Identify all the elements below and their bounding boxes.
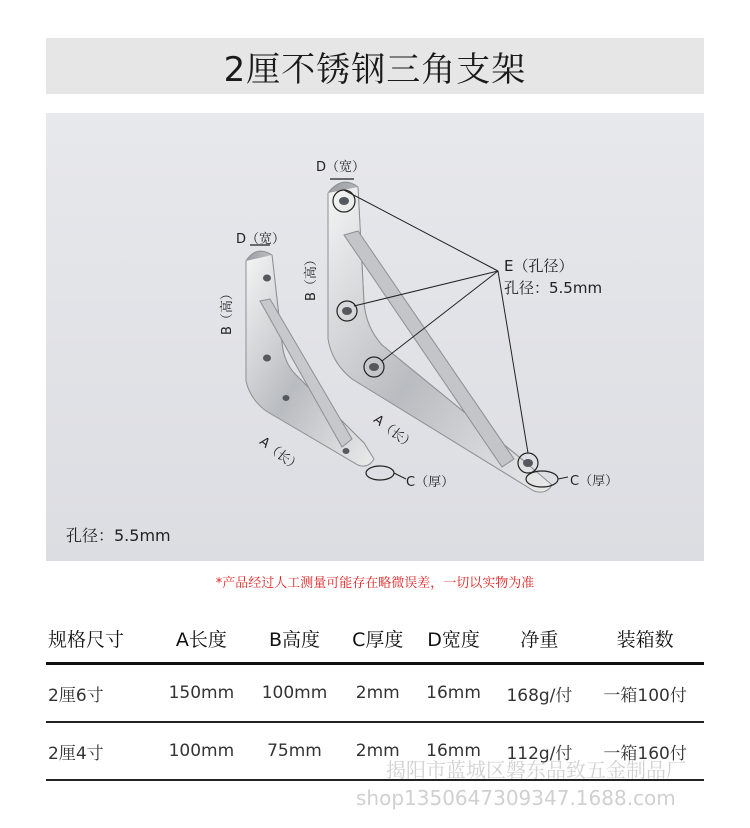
page-title: 2厘不锈钢三角支架 (223, 49, 527, 90)
bracket-illustration (46, 113, 704, 561)
cell-net-weight: 112g/付 (493, 722, 587, 780)
cell-a-length: 150mm (155, 664, 248, 723)
cell-b-height: 100mm (248, 664, 341, 723)
header-c-thickness: C厚度 (341, 614, 414, 664)
cell-d-width: 16mm (414, 722, 492, 780)
label-b-big: B（高） (304, 253, 319, 301)
header-net-weight: 净重 (493, 614, 587, 664)
header-a-length: A长度 (155, 614, 248, 664)
watermark-shop-url: shop1350647309347.1688.com (356, 786, 676, 810)
cell-size: 2厘6寸 (46, 664, 155, 723)
cell-net-weight: 168g/付 (493, 664, 587, 723)
label-d-big: D（宽） (316, 160, 366, 175)
cell-box-qty: 一箱100付 (586, 664, 704, 723)
hole-diameter-note: 孔径：5.5mm (66, 526, 171, 545)
header-box-qty: 装箱数 (586, 614, 704, 664)
product-photo (46, 113, 704, 561)
label-d-small: D（宽） (236, 232, 286, 247)
title-bar (46, 38, 704, 94)
label-e-value: 孔径：5.5mm (504, 279, 603, 297)
cell-b-height: 75mm (248, 722, 341, 780)
header-d-width: D宽度 (414, 614, 492, 664)
header-size: 规格尺寸 (46, 614, 155, 664)
cell-box-qty: 一箱160付 (586, 722, 704, 780)
cell-size: 2厘4寸 (46, 722, 155, 780)
label-c-small: C（厚） (406, 475, 455, 490)
watermark-shop-name: 揭阳市蓝城区磐东品致五金制品厂 (386, 758, 686, 782)
cell-a-length: 100mm (155, 722, 248, 780)
label-c-big: C（厚） (570, 474, 619, 489)
cell-c-thickness: 2mm (341, 722, 414, 780)
header-b-height: B高度 (248, 614, 341, 664)
label-a-big: A（长） (370, 412, 418, 454)
label-a-small: A（长） (256, 434, 304, 476)
measurement-disclaimer: *产品经过人工测量可能存在略微误差，一切以实物为准 (215, 576, 535, 591)
label-e: E（孔径） (504, 257, 574, 275)
table-row (46, 664, 704, 723)
cell-d-width: 16mm (414, 664, 492, 723)
table-header-row (46, 614, 704, 664)
label-b-small: B（高） (220, 287, 235, 335)
cell-c-thickness: 2mm (341, 664, 414, 723)
